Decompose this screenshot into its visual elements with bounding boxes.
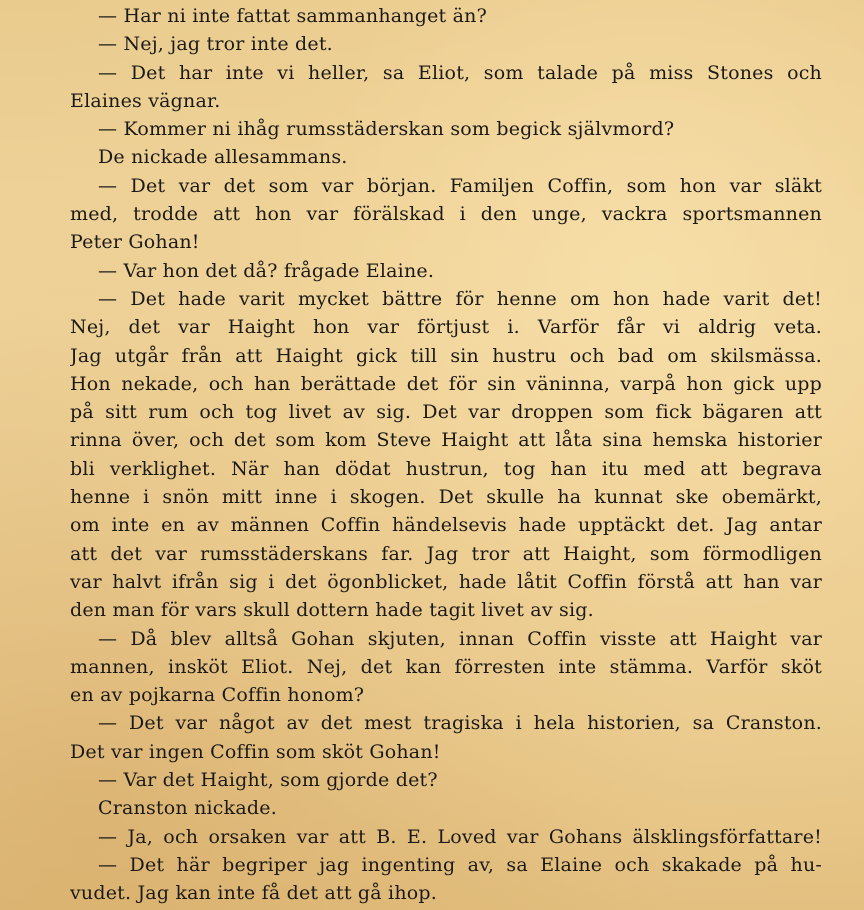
text-line: — Det var det som var början. Familjen Coffin, som hon var släkt — [98, 174, 822, 197]
text-line: henne i snön mitt inne i skogen. Det skulle ha kunnat ske obemärkt, — [70, 486, 822, 509]
text-line: rinna över, och det som kom Steve Haight att låta sina hemska historier — [70, 429, 822, 452]
text-line: var halvt ifrån sig i det ögonblicket, hade låtit Coffin förstå att han var — [70, 570, 822, 593]
text-line: — Kommer ni ihåg rumsstäderskan som begick självmord? — [98, 118, 675, 141]
text-line: den man för vars skull dottern hade tagit livet av sig. — [70, 599, 594, 622]
text-line: att det var rumsstäderskans far. Jag tror att Haight, som förmodligen — [70, 542, 822, 565]
text-line: med, trodde att hon var förälskad i den unge, vackra sportsmannen — [70, 203, 822, 226]
text-line: Det var ingen Coffin som sköt Gohan! — [70, 740, 441, 763]
text-line: — Har ni inte fattat sammanhanget än? — [98, 5, 487, 27]
text-line: — Det har inte vi heller, sa Eliot, som talade på miss Stones och — [98, 61, 822, 84]
text-line: Jag utgår från att Haight gick till sin hustru och bad om skilsmässa. — [70, 344, 822, 367]
text-line: mannen, insköt Eliot. Nej, det kan förresten inte stämma. Varför sköt — [70, 655, 822, 678]
text-line: — Ja, och orsaken var att B. E. Loved var Gohans älsklingsförfattare! — [98, 825, 822, 848]
text-line: — Det hade varit mycket bättre för henne om hon hade varit det! — [98, 287, 822, 310]
text-line: — Var det Haight, som gjorde det? — [98, 769, 438, 792]
text-line: Peter Gohan! — [70, 231, 200, 254]
text-line: en av pojkarna Coffin honom? — [70, 684, 365, 707]
page-text — [70, 2, 822, 908]
text-line: Hon nekade, och han berättade det för sin väninna, varpå hon gick upp — [70, 372, 822, 395]
text-line: Elaines vägnar. — [70, 89, 221, 112]
text-line: Cranston nickade. — [98, 797, 277, 820]
text-line: Nej, det var Haight hon var förtjust i. Varför får vi aldrig veta. — [70, 316, 822, 339]
text-line: — Det var något av det mest tragiska i hela historien, sa Cranston. — [98, 712, 822, 735]
text-line: bli verklighet. När han dödat hustrun, tog han itu med att begrava — [70, 457, 822, 480]
text-line: — Nej, jag tror inte det. — [98, 33, 333, 56]
text-line: på sitt rum och tog livet av sig. Det var droppen som fick bägaren att — [70, 401, 822, 424]
text-line: om inte en av männen Coffin händelsevis hade upptäckt det. Jag antar — [70, 514, 822, 537]
text-line: — Då blev alltså Gohan skjuten, innan Coffin visste att Haight var — [98, 627, 822, 650]
text-line: De nickade allesammans. — [98, 146, 348, 169]
text-line: — Det här begriper jag ingenting av, sa Elaine och skakade på hu- — [98, 853, 822, 876]
text-line: vudet. Jag kan inte få det att gå ihop. — [70, 882, 437, 905]
text-line: — Var hon det då? frågade Elaine. — [98, 259, 435, 282]
